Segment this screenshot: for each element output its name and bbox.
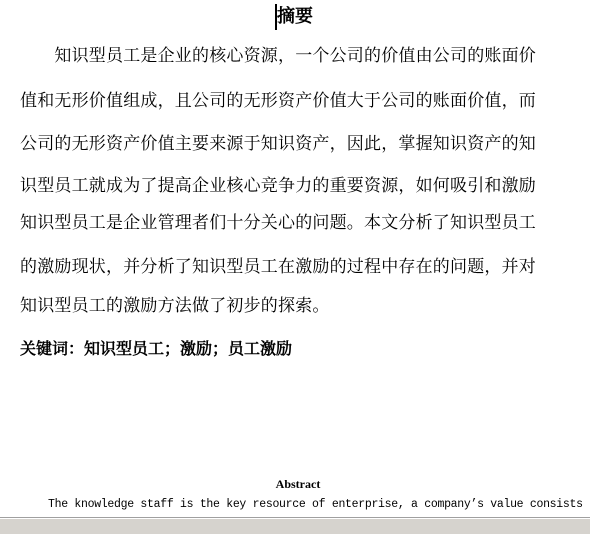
body-line-2: 值和无形价值组成，且公司的无形资产价值大于公司的账面价值，而	[20, 91, 536, 111]
body-line-1: 知识型员工是企业的核心资源，一个公司的价值由公司的账面价	[20, 46, 536, 66]
body-line-7: 知识型员工的激励方法做了初步的探索。	[20, 296, 330, 316]
abstract-title-en: Abstract	[275, 477, 321, 491]
abstract-body-line-1: The knowledge staff is the key resource of enterprise, a company’s value consists	[48, 498, 583, 511]
abstract-title-zh: 摘要	[277, 6, 313, 27]
keywords-line: 关键词：知识型员工；激励；员工激励	[20, 339, 293, 358]
body-line-4: 识型员工就成为了提高企业核心竞争力的重要资源，如何吸引和激励	[20, 176, 536, 196]
body-line-5: 知识型员工是企业管理者们十分关心的问题。本文分析了知识型员工	[20, 213, 536, 233]
window-bottom-bar	[0, 517, 590, 534]
body-line-6: 的激励现状，并分析了知识型员工在激励的过程中存在的问题，并对	[20, 257, 536, 277]
body-line-3: 公司的无形资产价值主要来源于知识资产，因此，掌握知识资产的知	[20, 134, 536, 154]
